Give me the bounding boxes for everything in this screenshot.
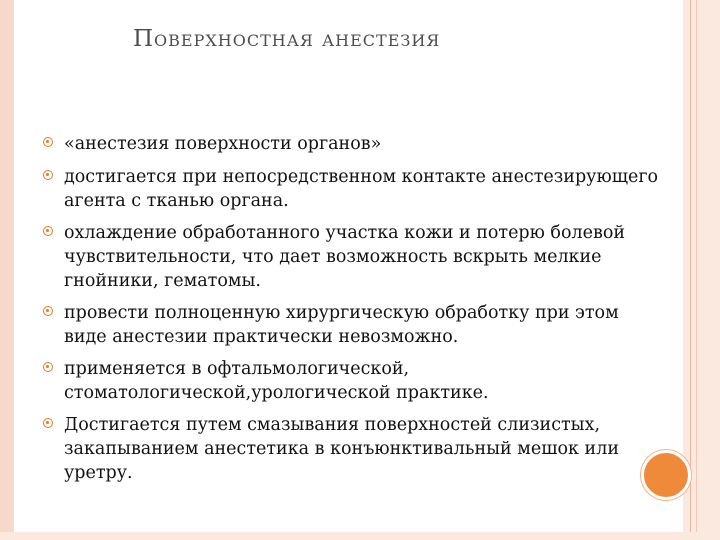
ring-bullet-icon: [43, 362, 53, 372]
orange-circle-icon: [641, 450, 691, 500]
right-border-line: [690, 0, 691, 540]
bullet-item: [44, 165, 664, 213]
bullet-text: охлаждение обработанного участка кожи и потерю болевой чувствительности, что дает возможность вскрыть мелкие гнойники, гематомы.: [64, 223, 626, 291]
bottom-border: [0, 532, 720, 540]
ring-bullet-icon: [43, 137, 53, 147]
right-border-line-inner: [696, 0, 697, 540]
bullet-item: [44, 132, 664, 156]
bullet-item: [44, 413, 664, 485]
bullet-text: «анестезия поверхности органов»: [64, 134, 382, 154]
bullet-text: достигается при непосредственном контакте анестезирующего агента с тканью органа.: [64, 167, 659, 211]
bullet-item: [44, 221, 664, 293]
bullet-text: применяется в офтальмологической, стоматологической,урологической практике.: [64, 359, 489, 403]
bullet-text: провести полноценную хирургическую обработку при этом виде анестезии практически невозможно.: [64, 303, 619, 347]
left-border: [0, 0, 14, 540]
slide-title: Поверхностная анестезия: [133, 26, 441, 52]
ring-bullet-icon: [43, 306, 53, 316]
bullet-item: [44, 301, 664, 349]
right-border: [683, 0, 720, 540]
ring-bullet-icon: [43, 418, 53, 428]
ring-bullet-icon: [43, 170, 53, 180]
bullet-list: [44, 132, 664, 493]
bullet-item: [44, 357, 664, 405]
bullet-text: Достигается путем смазывания поверхностей слизистых, закапыванием анестетика в конъюнктивальный мешок или уретру.: [64, 415, 619, 483]
ring-bullet-icon: [43, 226, 53, 236]
